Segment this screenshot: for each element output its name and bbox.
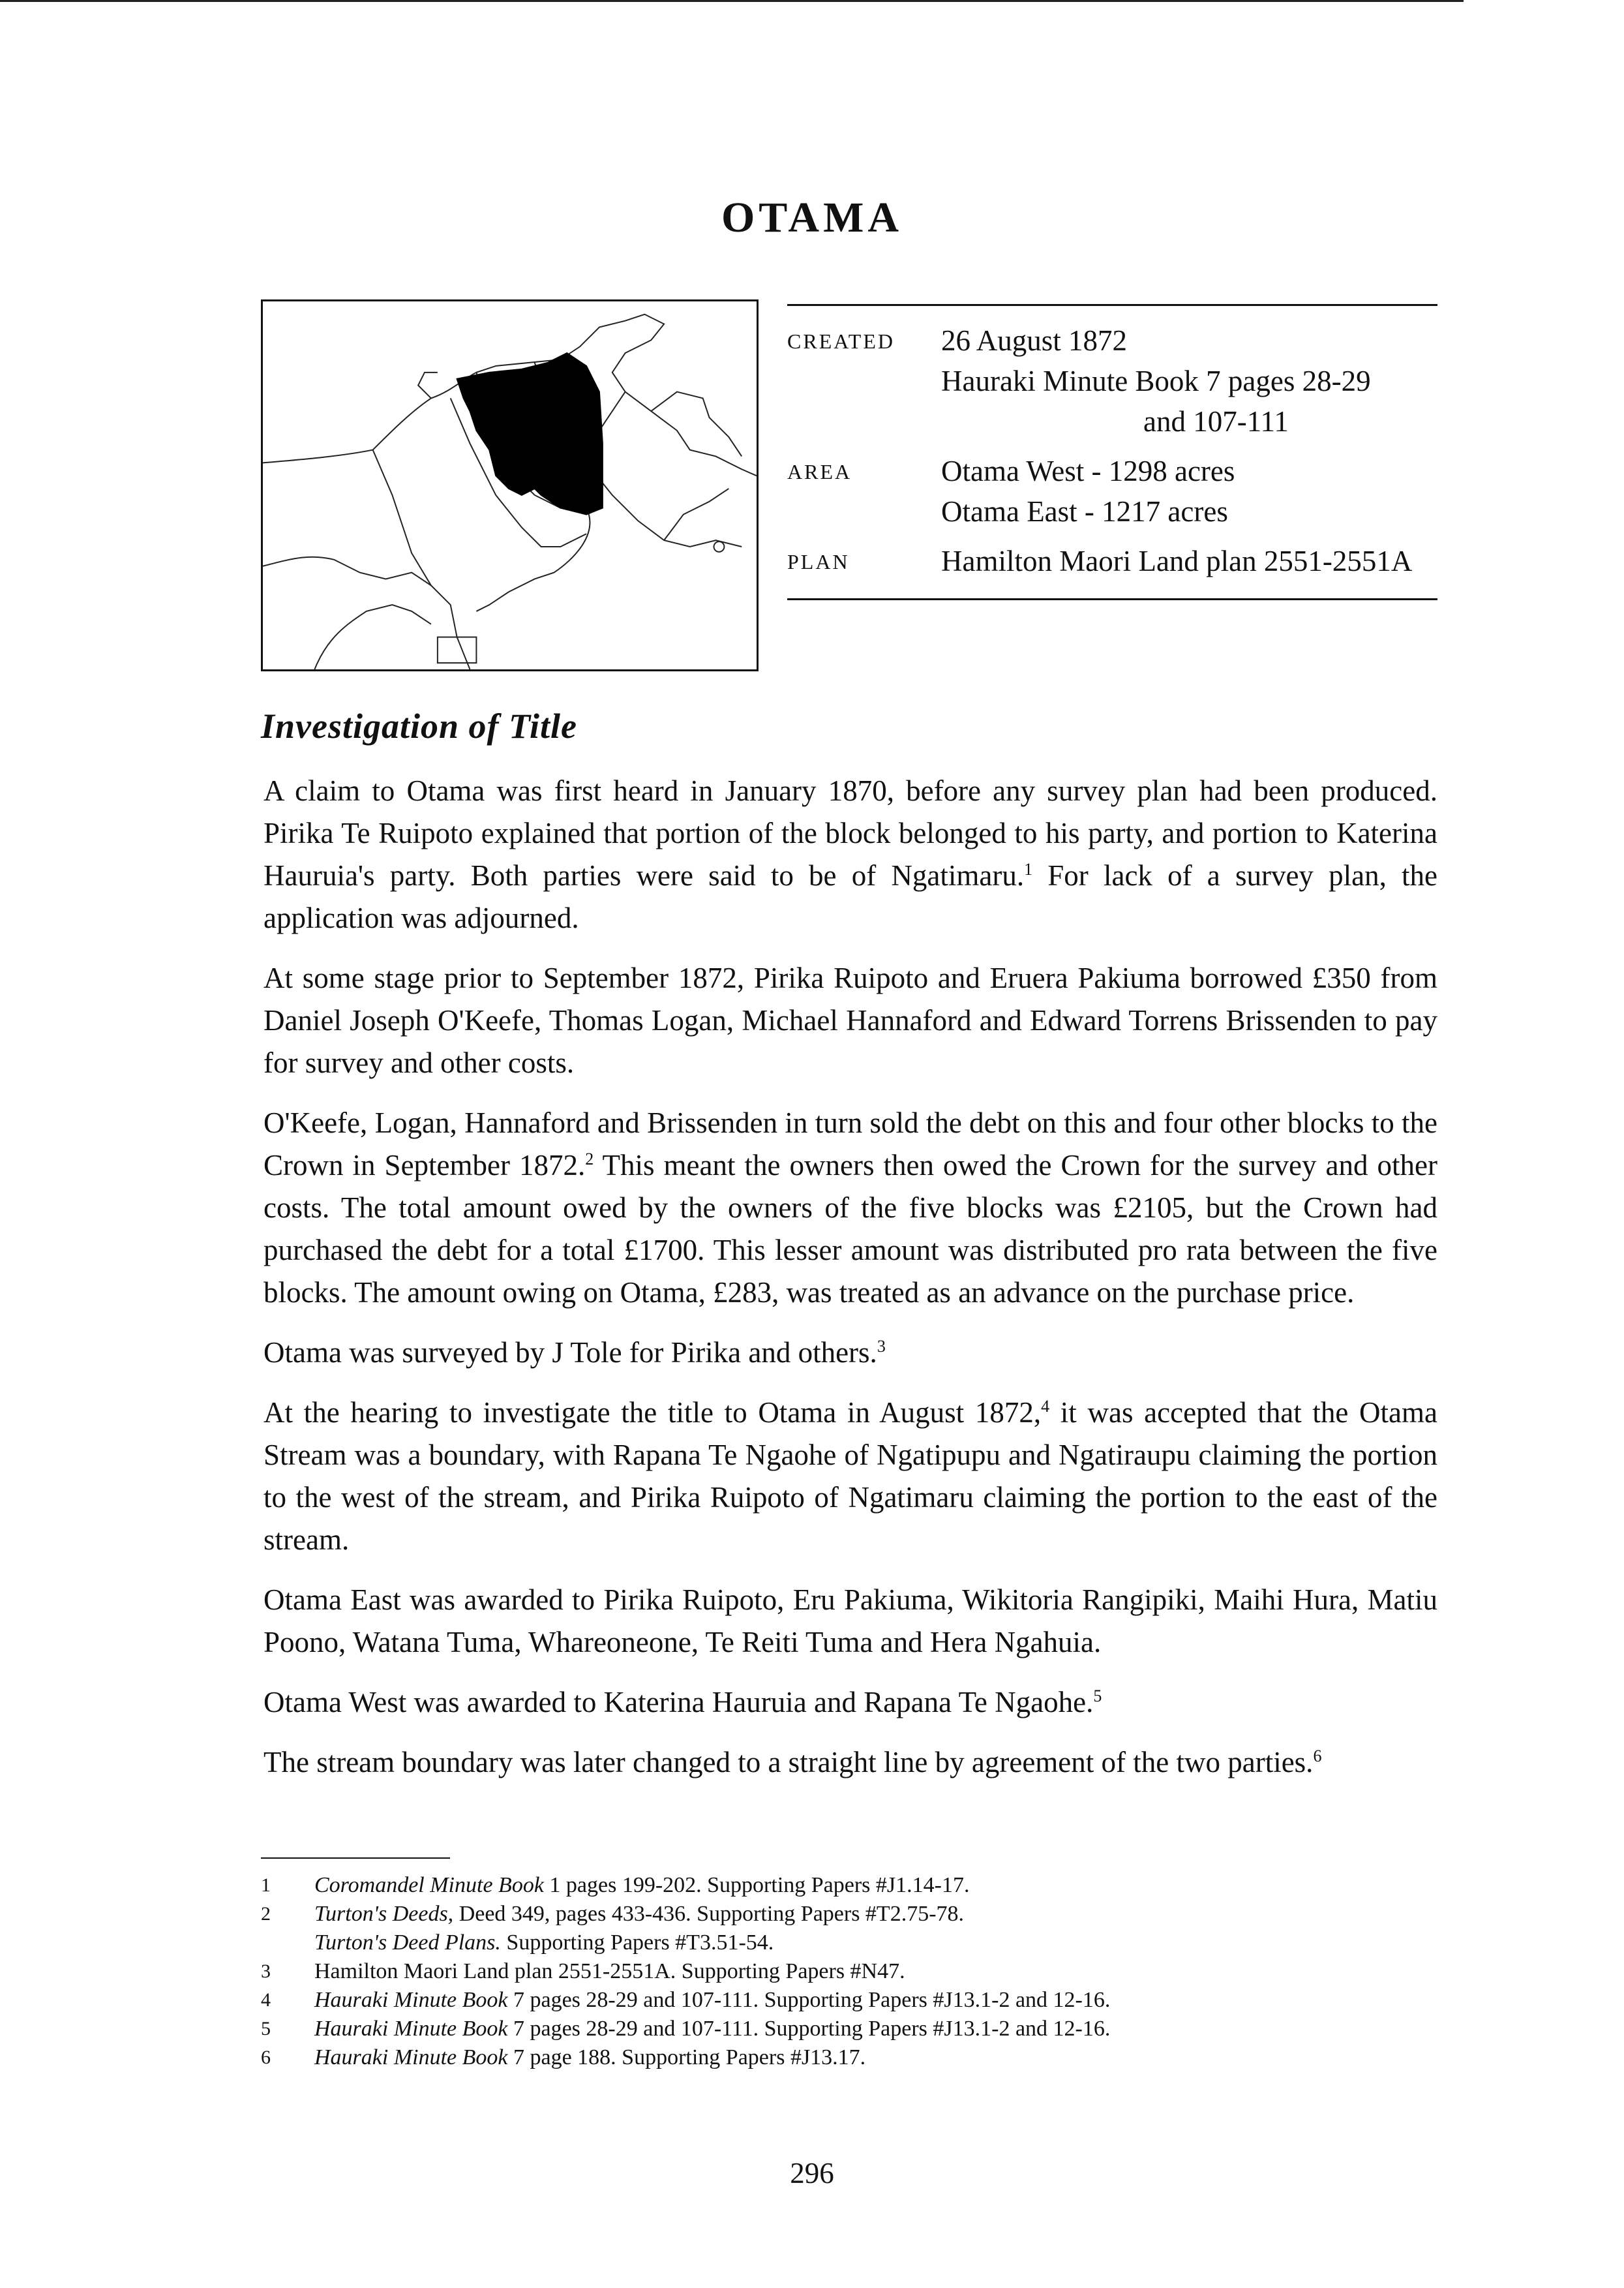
- footnote-detail: 7 page 188. Supporting Papers #J13.17.: [507, 2045, 866, 2069]
- footnote-source: Hauraki Minute Book: [314, 2045, 508, 2069]
- area-value: [941, 451, 1235, 532]
- top-rule: [0, 0, 1464, 2]
- footnote-continuation: [261, 1929, 1435, 1957]
- paragraph-tail: it was accepted that the Otama Stream was a boundary, with Rapana Te Ngaohe of Ngatipupu and Ngatiraupu claiming the portion to the west of the stream, and Pirika Ruipoto of Ngatimaru claiming the portion to the east of the stream.: [263, 1396, 1437, 1556]
- paragraph: [263, 770, 1437, 939]
- footnote-item: [261, 2015, 1435, 2043]
- footnote-text: [314, 2043, 865, 2072]
- footnote-source: Turton's Deed Plans.: [314, 1930, 501, 1955]
- area-west: Otama West - 1298 acres: [941, 455, 1235, 487]
- footnote-detail: Supporting Papers #T3.51-54.: [500, 1930, 774, 1955]
- footnote-item: [261, 1871, 1435, 1900]
- footnote-number: 4: [261, 1989, 271, 2011]
- footnote-ref[interactable]: 1: [1024, 860, 1033, 879]
- created-row: [787, 320, 1437, 442]
- page-title: OTAMA: [721, 194, 903, 241]
- created-date: 26 August 1872: [941, 324, 1128, 357]
- footnote-source: Coromandel Minute Book: [314, 1873, 544, 1897]
- footnote-ref[interactable]: 2: [585, 1150, 594, 1168]
- created-source: Hauraki Minute Book 7 pages 28-29: [941, 365, 1371, 397]
- footnote-detail: 7 pages 28-29 and 107-111. Supporting Papers #J13.1-2 and 12-16.: [507, 1988, 1111, 2012]
- paragraph-tail: For lack of a survey plan, the application was adjourned.: [263, 859, 1437, 934]
- plan-row: [787, 541, 1437, 581]
- footnote-source: Hauraki Minute Book: [314, 1988, 508, 2012]
- paragraph-text: Otama West was awarded to Katerina Hauruia and Rapana Te Ngaohe.: [263, 1686, 1094, 1718]
- footnote-text: [314, 1871, 969, 1900]
- footnote-ref[interactable]: 4: [1041, 1397, 1050, 1416]
- created-label: CREATED: [787, 329, 895, 353]
- area-row: [787, 451, 1437, 532]
- paragraph: [263, 1741, 1437, 1784]
- footnote-rule: [261, 1857, 450, 1859]
- footnote-detail: Hamilton Maori Land plan 2551-2551A. Supporting Papers #N47.: [314, 1959, 905, 1983]
- paragraph-tail: This meant the owners then owed the Crown for the survey and other costs. The total amount owed by the owners of the five blocks was £2105, but the Crown had purchased the debt for a total £1700. This lesser amount was distributed pro rata between the five blocks. The amount owing on Otama, £283, was treated as an advance on the purchase price.: [263, 1149, 1438, 1309]
- plan-value: [941, 541, 1412, 581]
- paragraph: [263, 1579, 1437, 1664]
- paragraph-text: At some stage prior to September 1872, Pirika Ruipoto and Eruera Pakiuma borrowed £350 from Daniel Joseph O'Keefe, Thomas Logan, Michael Hannaford and Edward Torrens Brissenden to pay for survey and other costs.: [263, 962, 1437, 1079]
- paragraph: [263, 1392, 1437, 1561]
- footnote-detail: 1 pages 199-202. Supporting Papers #J1.14-17.: [543, 1873, 970, 1897]
- footnote-number: 1: [261, 1874, 271, 1896]
- footnote-ref[interactable]: 5: [1093, 1686, 1102, 1705]
- page-number: 296: [790, 2157, 834, 2189]
- paragraph-text: At the hearing to investigate the title to Otama in August 1872,: [263, 1396, 1042, 1429]
- paragraph: [263, 1332, 1437, 1374]
- block-info-table: [787, 304, 1437, 600]
- footnote-detail: Deed 349, pages 433-436. Supporting Papers #T2.75-78.: [453, 1902, 965, 1926]
- footnote-item: [261, 1900, 1435, 1929]
- location-map: [261, 299, 759, 671]
- footnotes: [261, 1871, 1435, 2072]
- paragraph-text: Otama East was awarded to Pirika Ruipoto, Eru Pakiuma, Wikitoria Rangipiki, Maihi Hura, Matiu Poono, Watana Tuma, Whareoneone, Te Reiti Tuma and Hera Ngahuia.: [263, 1583, 1437, 1658]
- paragraph: [263, 1102, 1437, 1314]
- footnote-item: [261, 1986, 1435, 2015]
- area-label: AREA: [787, 460, 852, 483]
- footnote-source: Turton's Deeds,: [314, 1902, 454, 1926]
- footnote-item: [261, 2043, 1435, 2072]
- plan-label: PLAN: [787, 550, 850, 573]
- footnote-source: Hauraki Minute Book: [314, 2017, 508, 2041]
- footnote-detail: 7 pages 28-29 and 107-111. Supporting Papers #J13.1-2 and 12-16.: [507, 2017, 1111, 2041]
- footnote-ref[interactable]: 3: [877, 1337, 886, 1356]
- footnote-number: 5: [261, 2018, 271, 2039]
- footnote-text: [314, 1900, 964, 1929]
- footnote-item: [261, 1957, 1435, 1986]
- paragraph-text: O'Keefe, Logan, Hannaford and Brissenden in turn sold the debt on this and four other blocks to the Crown in September 1872.: [263, 1106, 1437, 1182]
- area-east: Otama East - 1217 acres: [941, 495, 1228, 528]
- body-text: [263, 770, 1437, 1801]
- paragraph: [263, 957, 1437, 1084]
- footnote-number: 6: [261, 2047, 271, 2068]
- created-source-cont: and 107-111: [1143, 405, 1289, 438]
- footnote-ref[interactable]: 6: [1313, 1747, 1322, 1765]
- plan-text: Hamilton Maori Land plan 2551-2551A: [941, 545, 1413, 577]
- footnote-number: 3: [261, 1960, 271, 1982]
- section-heading: Investigation of Title: [261, 707, 577, 746]
- footnote-number: 2: [261, 1903, 271, 1925]
- footnote-text: [314, 1957, 905, 1986]
- paragraph: [263, 1681, 1437, 1724]
- footnote-text: [314, 2015, 1110, 2043]
- paragraph-text: Otama was surveyed by J Tole for Pirika and others.: [263, 1336, 877, 1369]
- paragraph-text: A claim to Otama was first heard in January 1870, before any survey plan had been produced. Pirika Te Ruipoto explained that portion of the block belonged to his party, and portion to Katerina Hauruia's party. Both parties were said to be of Ngatimaru.: [263, 774, 1437, 892]
- created-value: [941, 320, 1371, 442]
- paragraph-text: The stream boundary was later changed to a straight line by agreement of the two parties.: [263, 1746, 1314, 1778]
- footnote-text: [314, 1986, 1110, 2015]
